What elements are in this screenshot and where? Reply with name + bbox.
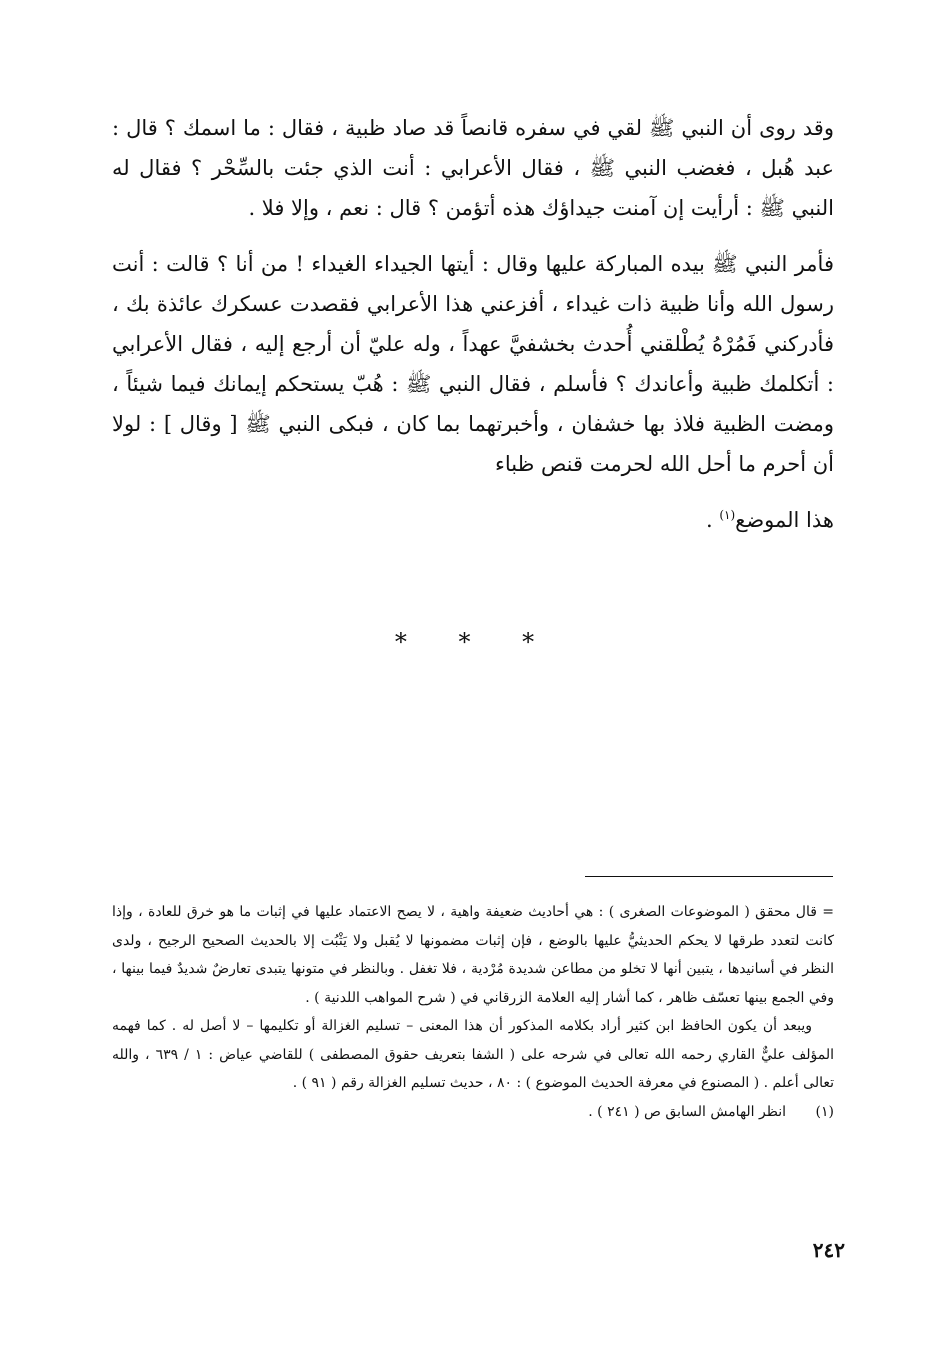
paragraph-1: وقد روى أن النبي ﷺ لقي في سفره قانصاً قد صاد ظبية ، فقال : ما اسمك ؟ قال : عبد هُبل ، فغضب النبي ﷺ ، فقال الأعرابي : أنت الذي جئت بالسِّحْر ؟ فقال له النبي ﷺ : أرأيت إن آمنت جيداؤك هذه أتؤمن ؟ قال : نعم ، وإلا فلا . [112,116,834,220]
section-separator: * * * [394,628,557,656]
footnote-reference[interactable]: (١) [719,508,736,522]
footnote-paragraph-2: ويبعد أن يكون الحافظ ابن كثير أراد بكلامه المذكور أن هذا المعنى – تسليم الغزالة أو تكليمها – لا أصل له . كما فهمه المؤلف عليٌّ القاري رحمه الله تعالى في شرحه على ( الشفا بتعريف حقوق المصطفى ) للقاضي عياض : ١ / ٦٣٩ ، والله تعالى أعلم . ( المصنوع في معرفة الحديث الموضوع ) : ٨٠ ، حديث تسليم الغزالة رقم ( ٩١ ) . [112,1018,834,1091]
paragraph-2: فأمر النبي ﷺ بيده المباركة عليها وقال : أيتها الجيداء الغيداء ! من أنا ؟ قالت : أنت رسول الله وأنا ظبية ذات غيداء ، أفزعني هذا الأعرابي فقصدت عسكرك عائذة بك ، فأدركني فَمُرْهُ يُطْلقني أُحدث بخشفيَّ عهداً ، وله عليّ أن أرجع إليه ، فقال الأعرابي : أتكلمك ظبية وأعاندك ؟ فأسلم ، فقال النبي ﷺ : هُبّ يستحكم إيمانك فيما شيئاً ، ومضت الظبية فلاذ بها خشفان ، وأخبرتهما بما كان ، فبكى النبي ﷺ [ وقال ] : لولا أن أحرم ما أحل الله لحرمت قنص ظباء [112,252,834,476]
main-text [112,108,834,540]
paragraph-3-text: هذا الموضع [735,508,834,532]
paragraph-3 [112,500,834,540]
footnote-1-text: انظر الهامش السابق ص ( ٢٤١ ) . [588,1103,786,1120]
footnote-1 [112,1098,834,1127]
footnote-continuation: = قال محقق ( الموضوعات الصغرى ) : هي أحاديث ضعيفة واهية ، لا يصح الاعتماد عليها في إثبات ما هو خرق للعادة ، وإذا كانت لتعدد طرقها لا يحكم الحديثيُّ عليها بالوضع ، فإن إثبات مضمونها لا يُقبل ولا يَثْبُت إلا بالحديث الصحيح الرجيح ، ولدى النظر في أسانيدها ، يتبين أنها لا تخلو من مطاعن شديدة مُرْدية ، فلا تغفل . وبالنظر في متونها يتبدى تعارضٌ شديدٌ فيما بينها ، وفي الجمع بينها تعسّف ظاهر ، كما أشار إليه العلامة الزرقاني في ( شرح المواهب اللدنية ) . [112,904,834,1006]
paragraph-3-end: . [705,508,720,532]
footnotes [112,898,834,1126]
footnote-divider [585,876,833,877]
page-number: ٢٤٢ [812,1238,845,1262]
footnote-1-number: (١) [815,1103,834,1120]
